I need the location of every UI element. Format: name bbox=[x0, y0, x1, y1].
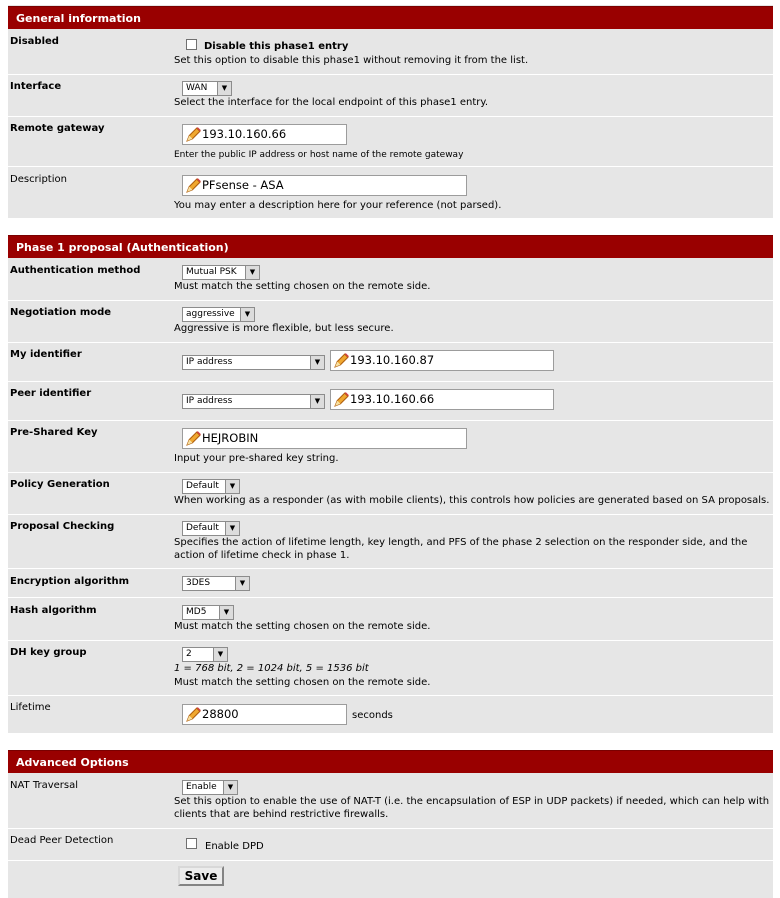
disabled-hint: Set this option to disable this phase1 without removing it from the list. bbox=[174, 55, 529, 66]
row-divider bbox=[8, 568, 773, 569]
pencil-icon bbox=[185, 177, 202, 194]
psk-input[interactable] bbox=[182, 428, 467, 449]
row-divider bbox=[8, 514, 773, 515]
interface-select-value: WAN bbox=[186, 83, 208, 93]
row-divider bbox=[8, 300, 773, 301]
section-spacer bbox=[8, 733, 773, 750]
my-identifier-input[interactable] bbox=[330, 350, 554, 371]
dh-group-hint-italic: 1 = 768 bit, 2 = 1024 bit, 5 = 1536 bit bbox=[174, 663, 369, 674]
disable-phase1-checkbox-label: Disable this phase1 entry bbox=[204, 41, 349, 52]
negotiation-mode-label: Negotiation mode bbox=[10, 307, 112, 318]
description-value: PFsense - ASA bbox=[202, 178, 284, 192]
pencil-icon bbox=[185, 126, 202, 143]
chevron-down-icon: ▼ bbox=[310, 356, 324, 369]
description-label: Description bbox=[10, 174, 67, 185]
hash-value: MD5 bbox=[186, 607, 207, 617]
chevron-down-icon: ▼ bbox=[223, 781, 237, 794]
nat-traversal-select[interactable] bbox=[182, 780, 238, 795]
row-divider bbox=[8, 420, 773, 421]
psk-label: Pre-Shared Key bbox=[10, 427, 98, 438]
chevron-down-icon: ▼ bbox=[219, 606, 233, 619]
pencil-icon bbox=[185, 706, 202, 723]
policy-generation-value: Default bbox=[186, 481, 219, 491]
proposal-checking-hint-line2: action of lifetime check in phase 1. bbox=[174, 550, 350, 561]
peer-identifier-type-value: IP address bbox=[186, 396, 233, 406]
hash-label: Hash algorithm bbox=[10, 605, 97, 616]
chevron-down-icon: ▼ bbox=[245, 266, 259, 279]
policy-generation-select[interactable] bbox=[182, 479, 240, 494]
enable-dpd-checkbox[interactable] bbox=[186, 838, 197, 849]
remote-gateway-input[interactable] bbox=[182, 124, 347, 145]
encryption-value: 3DES bbox=[186, 578, 211, 588]
negotiation-mode-select[interactable] bbox=[182, 307, 255, 322]
peer-identifier-label: Peer identifier bbox=[10, 388, 92, 399]
chevron-down-icon: ▼ bbox=[217, 82, 231, 95]
dh-group-select[interactable] bbox=[182, 647, 228, 662]
nat-traversal-label: NAT Traversal bbox=[10, 780, 79, 791]
chevron-down-icon: ▼ bbox=[213, 648, 227, 661]
psk-value: HEJROBIN bbox=[202, 431, 259, 445]
section-phase1-proposal: Phase 1 proposal (Authentication) bbox=[8, 235, 773, 258]
row-divider bbox=[8, 640, 773, 641]
dh-group-hint: Must match the setting chosen on the remote side. bbox=[174, 677, 431, 688]
remote-gateway-hint: Enter the public IP address or host name of the remote gateway bbox=[174, 150, 464, 160]
pencil-icon bbox=[333, 391, 350, 408]
nat-traversal-value: Enable bbox=[186, 782, 217, 792]
row-divider bbox=[8, 695, 773, 696]
my-identifier-label: My identifier bbox=[10, 349, 82, 360]
encryption-select[interactable] bbox=[182, 576, 250, 591]
save-button[interactable]: Save bbox=[178, 866, 224, 886]
pencil-icon bbox=[185, 430, 202, 447]
description-hint: You may enter a description here for your reference (not parsed). bbox=[174, 200, 502, 211]
peer-identifier-input[interactable] bbox=[330, 389, 554, 410]
row-divider bbox=[8, 828, 773, 829]
chevron-down-icon: ▼ bbox=[310, 395, 324, 408]
row-divider bbox=[8, 381, 773, 382]
lifetime-label: Lifetime bbox=[10, 702, 51, 713]
dpd-label: Dead Peer Detection bbox=[10, 835, 114, 846]
section-general-information: General information bbox=[8, 6, 773, 29]
lifetime-unit: seconds bbox=[352, 710, 393, 721]
description-input[interactable] bbox=[182, 175, 467, 196]
my-identifier-value: 193.10.160.87 bbox=[350, 353, 435, 367]
section-advanced-options: Advanced Options bbox=[8, 750, 773, 773]
interface-label: Interface bbox=[10, 81, 62, 92]
proposal-checking-value: Default bbox=[186, 523, 219, 533]
policy-generation-hint: When working as a responder (as with mobile clients), this controls how policies are generated based on SA proposals. bbox=[174, 495, 770, 506]
hash-select[interactable] bbox=[182, 605, 234, 620]
negotiation-mode-hint: Aggressive is more flexible, but less secure. bbox=[174, 323, 394, 334]
chevron-down-icon: ▼ bbox=[240, 308, 254, 321]
section-spacer bbox=[8, 218, 773, 235]
lifetime-value: 28800 bbox=[202, 707, 239, 721]
peer-identifier-type-select[interactable] bbox=[182, 394, 325, 409]
disabled-label: Disabled bbox=[10, 36, 59, 47]
policy-generation-label: Policy Generation bbox=[10, 479, 110, 490]
enable-dpd-checkbox-label: Enable DPD bbox=[205, 841, 264, 852]
chevron-down-icon: ▼ bbox=[225, 522, 239, 535]
remote-gateway-label: Remote gateway bbox=[10, 123, 105, 134]
negotiation-mode-value: aggressive bbox=[186, 309, 235, 319]
auth-method-label: Authentication method bbox=[10, 265, 141, 276]
interface-select[interactable] bbox=[182, 81, 232, 96]
row-divider bbox=[8, 472, 773, 473]
hash-hint: Must match the setting chosen on the remote side. bbox=[174, 621, 431, 632]
proposal-checking-hint-line1: Specifies the action of lifetime length, key length, and PFS of the phase 2 selection on the responder side, and the bbox=[174, 537, 748, 548]
my-identifier-type-select[interactable] bbox=[182, 355, 325, 370]
remote-gateway-value: 193.10.160.66 bbox=[202, 127, 287, 141]
chevron-down-icon: ▼ bbox=[235, 577, 249, 590]
encryption-label: Encryption algorithm bbox=[10, 576, 130, 587]
proposal-checking-label: Proposal Checking bbox=[10, 521, 115, 532]
auth-method-hint: Must match the setting chosen on the remote side. bbox=[174, 281, 431, 292]
auth-method-value: Mutual PSK bbox=[186, 267, 237, 277]
dh-group-value: 2 bbox=[186, 649, 192, 659]
row-divider bbox=[8, 74, 773, 75]
row-divider bbox=[8, 342, 773, 343]
peer-identifier-value: 193.10.160.66 bbox=[350, 392, 435, 406]
row-divider bbox=[8, 166, 773, 167]
nat-traversal-hint-line1: Set this option to enable the use of NAT-T (i.e. the encapsulation of ESP in UDP packets) if needed, which can help with bbox=[174, 796, 770, 807]
my-identifier-type-value: IP address bbox=[186, 357, 233, 367]
psk-hint: Input your pre-shared key string. bbox=[174, 453, 339, 464]
row-divider bbox=[8, 597, 773, 598]
dh-group-label: DH key group bbox=[10, 647, 87, 658]
row-divider bbox=[8, 116, 773, 117]
disable-phase1-checkbox[interactable] bbox=[186, 39, 197, 50]
row-divider bbox=[8, 860, 773, 861]
auth-method-select[interactable] bbox=[182, 265, 260, 280]
lifetime-input[interactable] bbox=[182, 704, 347, 725]
chevron-down-icon: ▼ bbox=[225, 480, 239, 493]
interface-hint: Select the interface for the local endpoint of this phase1 entry. bbox=[174, 97, 489, 108]
pencil-icon bbox=[333, 352, 350, 369]
proposal-checking-select[interactable] bbox=[182, 521, 240, 536]
nat-traversal-hint-line2: clients that are behind restrictive firewalls. bbox=[174, 809, 389, 820]
